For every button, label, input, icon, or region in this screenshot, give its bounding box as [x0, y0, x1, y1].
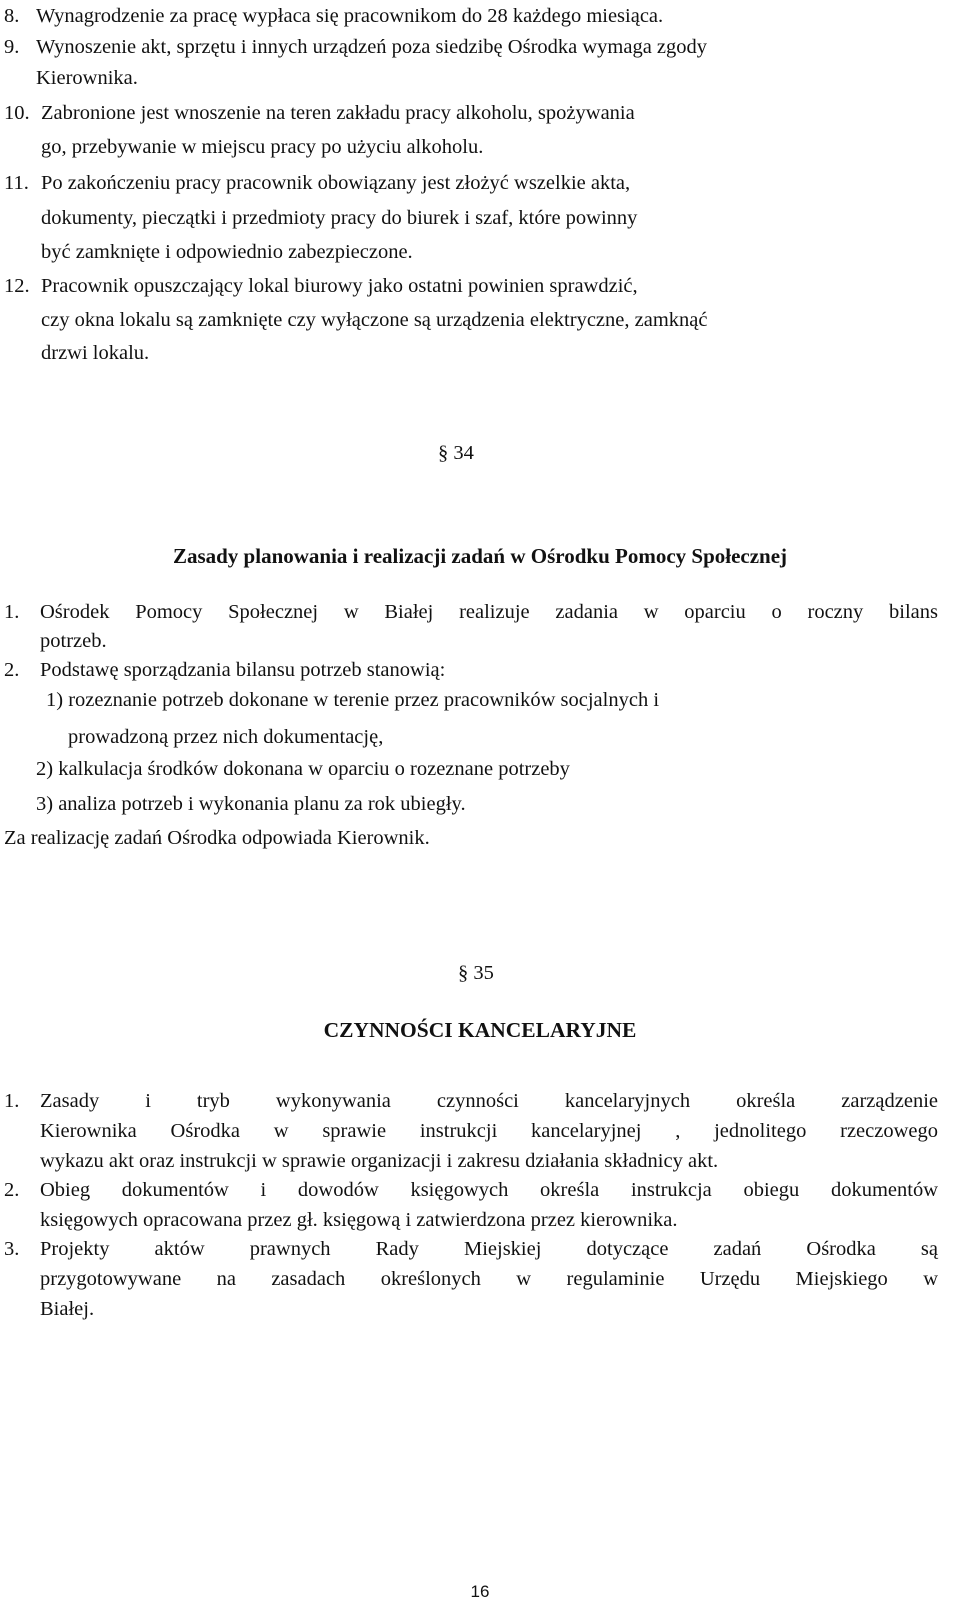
list-item-text: Pracownik opuszczający lokal biurowy jako ostatni powinien sprawdzić, [41, 275, 638, 297]
list-item-text: Obieg dokumentów i dowodów księgowych określa instrukcja obiegu dokumentów [40, 1179, 938, 1201]
list-number: 9. [4, 36, 20, 58]
sub-item-text: 3) analiza potrzeb i wykonania planu za rok ubiegły. [36, 793, 466, 815]
list-item-text: Podstawę sporządzania bilansu potrzeb stanowią: [40, 659, 446, 681]
list-item-text: Zasady i tryb wykonywania czynności kancelaryjnych określa zarządzenie [40, 1090, 938, 1112]
sub-item-text: prowadzoną przez nich dokumentację, [68, 726, 384, 748]
list-item-text: potrzeb. [40, 630, 107, 652]
list-item-text: Ośrodek Pomocy Społecznej w Białej realizuje zadania w oparciu o roczny bilans [40, 601, 938, 623]
section-mark: § 35 [458, 962, 494, 984]
section-mark: § 34 [438, 442, 474, 464]
list-item-text: czy okna lokalu są zamknięte czy wyłączone są urządzenia elektryczne, zamknąć [41, 309, 708, 331]
list-item-text: Zabronione jest wnoszenie na teren zakładu pracy alkoholu, spożywania [41, 102, 635, 124]
list-item-text: wykazu akt oraz instrukcji w sprawie organizacji i zakresu działania składnicy akt. [40, 1150, 719, 1172]
list-number: 2. [4, 1179, 20, 1201]
section-title: CZYNNOŚCI KANCELARYJNE [323, 1018, 637, 1042]
page-number: 16 [470, 1582, 490, 1601]
list-item-text: Po zakończeniu pracy pracownik obowiązany jest złożyć wszelkie akta, [41, 172, 631, 194]
list-item-text: Kierownika. [36, 67, 138, 89]
list-item-text: dokumenty, pieczątki i przedmioty pracy do biurek i szaf, które powinny [41, 207, 638, 229]
list-item-text: drzwi lokalu. [41, 342, 150, 364]
section-title: Zasady planowania i realizacji zadań w Ośrodku Pomocy Społecznej [172, 544, 788, 568]
list-number: 2. [4, 659, 20, 681]
list-item-text: Kierownika Ośrodka w sprawie instrukcji kancelaryjnej , jednolitego rzeczowego [40, 1120, 938, 1142]
list-number: 3. [4, 1238, 20, 1260]
list-number: 8. [4, 5, 20, 27]
list-item-text: księgowych opracowana przez gł. księgową i zatwierdzona przez kierownika. [40, 1209, 678, 1231]
list-number: 12. [4, 275, 30, 297]
list-item-text: Białej. [40, 1298, 95, 1320]
closing-text: Za realizację zadań Ośrodka odpowiada Kierownik. [4, 827, 430, 849]
list-number: 1. [4, 1090, 20, 1112]
sub-item-text: 1) rozeznanie potrzeb dokonane w terenie przez pracowników socjalnych i [46, 689, 660, 711]
list-item-text: Projekty aktów prawnych Rady Miejskiej dotyczące zadań Ośrodka są [40, 1238, 938, 1260]
list-number: 11. [4, 172, 29, 194]
list-item-text: przygotowywane na zasadach określonych w regulaminie Urzędu Miejskiego w [40, 1268, 938, 1290]
list-number: 1. [4, 601, 20, 623]
list-item-text: Wynoszenie akt, sprzętu i innych urządzeń poza siedzibę Ośrodka wymaga zgody [36, 36, 708, 58]
list-item-text: być zamknięte i odpowiednio zabezpieczone. [41, 241, 413, 263]
list-item-text: go, przebywanie w miejscu pracy po użyciu alkoholu. [41, 136, 484, 158]
list-item-text: Wynagrodzenie za pracę wypłaca się pracownikom do 28 każdego miesiąca. [36, 5, 664, 27]
list-number: 10. [4, 102, 30, 124]
sub-item-text: 2) kalkulacja środków dokonana w oparciu o rozeznane potrzeby [36, 758, 570, 780]
